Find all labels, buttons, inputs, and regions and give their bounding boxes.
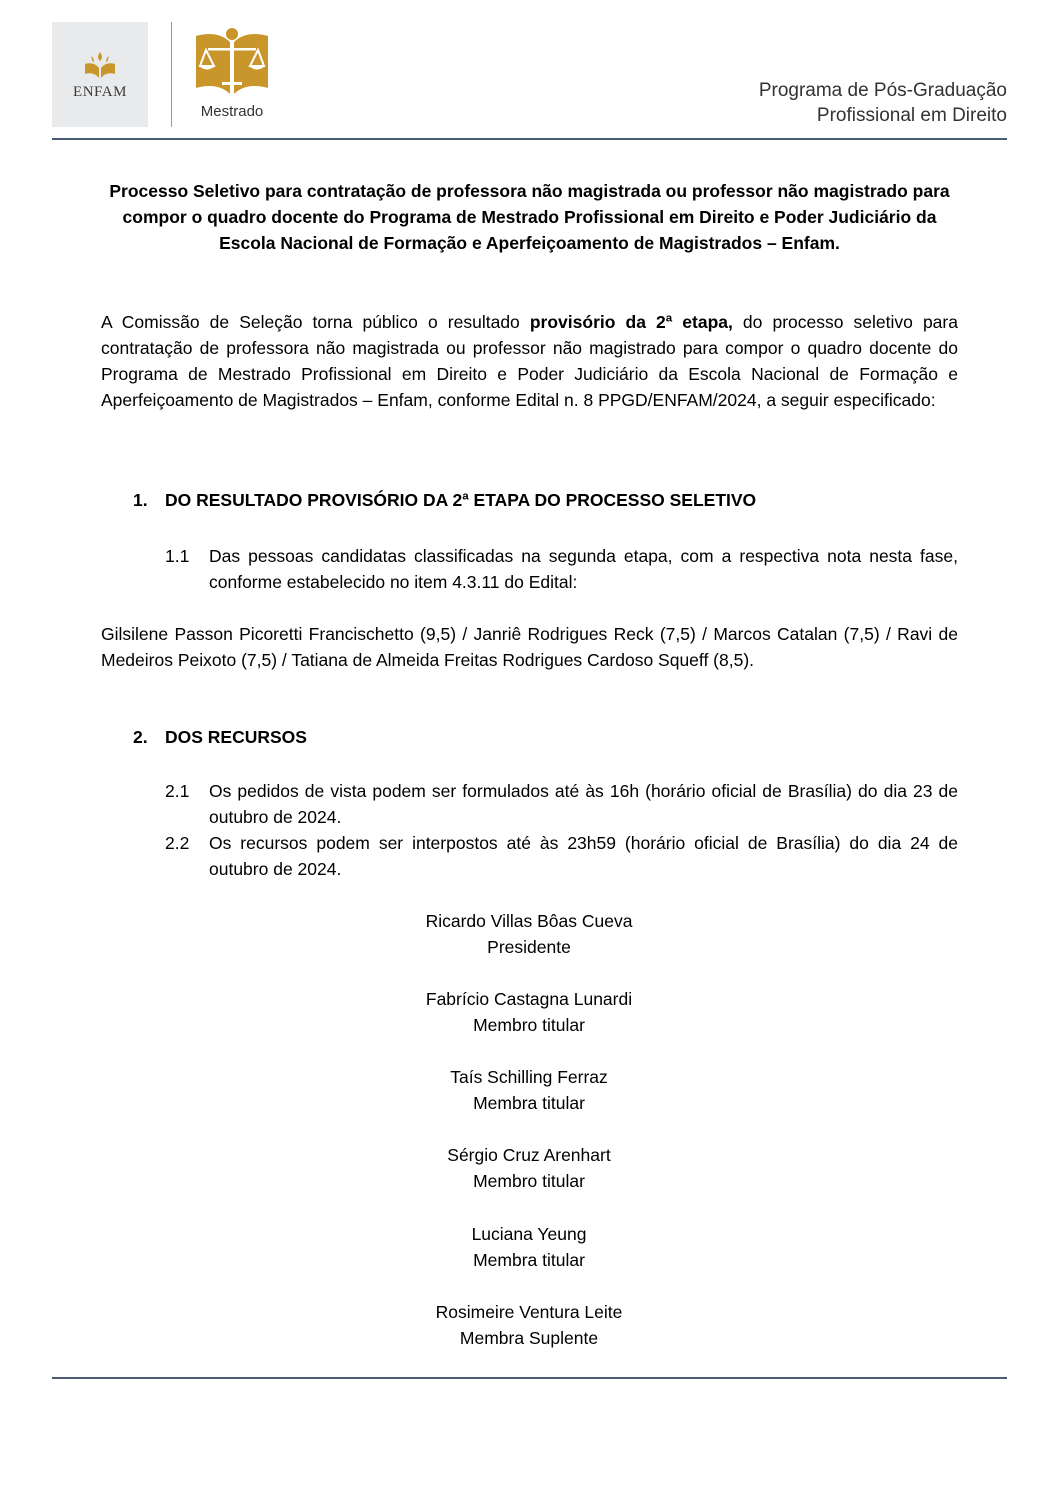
item-1-1 [165,543,958,595]
item-2-2-number: 2.2 [165,833,190,853]
item-2-2-text: Os recursos podem ser interpostos até às 23h59 (horário oficial de Brasília) do dia 24 de outubro de 2024. [209,833,958,879]
logo-divider [171,22,172,127]
enfam-logo [52,22,148,127]
signatory-block [329,1064,729,1116]
signatory-block [329,1221,729,1273]
signatory-name: Sérgio Cruz Arenhart [447,1145,611,1165]
signatory-block [329,1142,729,1194]
program-title [759,78,1007,128]
signatory-role: Membra titular [473,1250,585,1270]
signatory-role: Presidente [487,937,571,957]
enfam-logo-text: ENFAM [73,84,127,100]
intro-text-bold: provisório da 2ª etapa, [529,312,733,332]
signatory-name: Ricardo Villas Bôas Cueva [425,911,633,931]
signatory-block [329,1299,729,1351]
signatory-name: Luciana Yeung [471,1224,587,1244]
justice-scale-book-icon [192,26,272,100]
section-1-heading [133,490,756,511]
document-title: Processo Seletivo para contratação de professora não magistrada ou professor não magistrado para compor o quadro docente do Programa de Mestrado Profissional em Direito e Poder Judiciário da Escola Nacional de Formação e Aperfeiçoamento de Magistrados – Enfam. [109,181,950,253]
signatory-block [329,986,729,1038]
section-2-heading [133,727,307,748]
signatory-role: Membro titular [473,1015,585,1035]
intro-paragraph [101,309,958,413]
signatory-role: Membra Suplente [459,1328,599,1348]
intro-text-after: do processo seletivo para contratação de professora não magistrada ou professor não magistrado para compor o quadro docente do Programa de Mestrado Profissional em Direito e Poder Judiciário da Escola Nacional de Formação e Aperfeiçoamento de Magistrados – Enfam, conforme Edital n. 8 PPGD/ENFAM/2024, a seguir especificado: [101,312,958,410]
program-title-line2: Profissional em Direito [816,105,1007,126]
signatory-role: Membro titular [473,1171,585,1191]
item-2-1-number: 2.1 [165,781,190,801]
book-flame-icon [82,50,118,80]
signatory-name: Fabrício Castagna Lunardi [425,989,633,1009]
intro-text-before: A Comissão de Seleção torna público o resultado [101,312,530,332]
section-1-title: DO RESULTADO PROVISÓRIO DA 2ª ETAPA DO PROCESSO SELETIVO [165,490,757,510]
section-2-title: DOS RECURSOS [165,727,307,747]
section-1-number: 1. [133,490,148,510]
item-2-1 [165,778,958,830]
signatory-name: Rosimeire Ventura Leite [435,1302,623,1322]
item-1-1-text: Das pessoas candidatas classificadas na segunda etapa, com a respectiva nota nesta fase, conforme estabelecido no item 4.3.11 do Edital: [209,546,958,592]
page-header [52,22,1007,132]
item-1-1-number: 1.1 [165,546,190,566]
item-2-2 [165,830,958,882]
footer-rule [52,1377,1007,1379]
item-2-1-text: Os pedidos de vista podem ser formulados até às 16h (horário oficial de Brasília) do dia 23 de outubro de 2024. [209,781,958,827]
signatory-name: Taís Schilling Ferraz [450,1067,608,1087]
signatory-role: Membra titular [473,1093,585,1113]
candidates-list: Gilsilene Passon Picoretti Francischetto (9,5) / Janriê Rodrigues Reck (7,5) / Marcos Catalan (7,5) / Ravi de Medeiros Peixoto (7,5) / Tatiana de Almeida Freitas Rodrigues Cardoso Squeff (8,5). [101,624,958,670]
mestrado-logo-text: Mestrado [200,103,264,120]
program-title-line1: Programa de Pós-Graduação [758,80,1007,101]
header-rule [52,138,1007,140]
section-2-number: 2. [133,727,148,747]
signatory-block [329,908,729,960]
